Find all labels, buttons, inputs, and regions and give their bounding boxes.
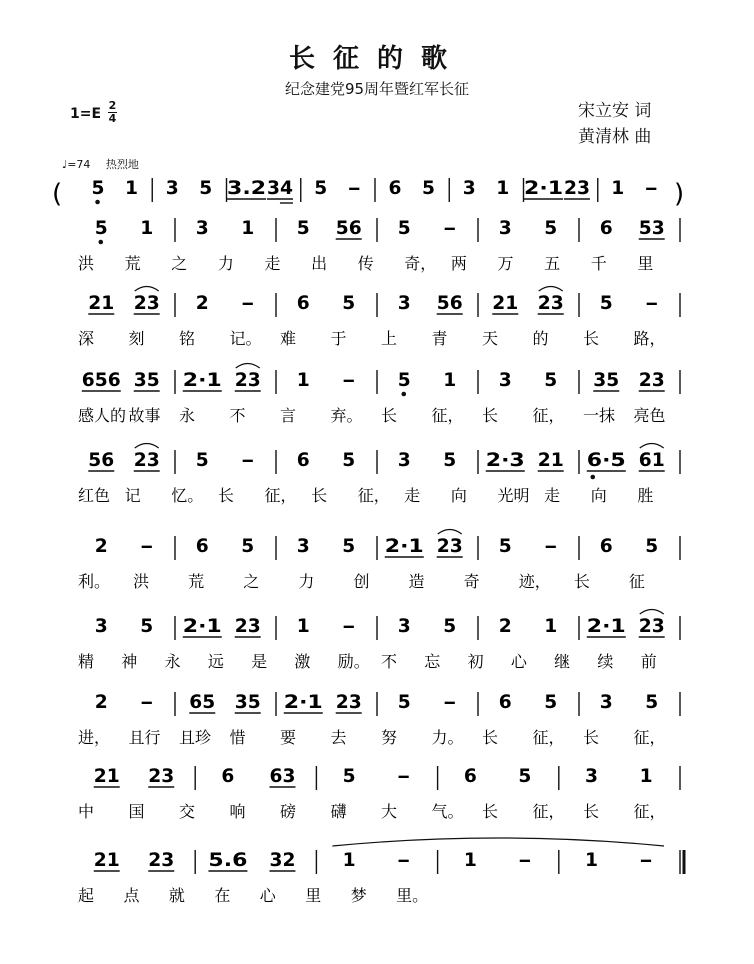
lyric-syllable: 磅 (280, 802, 297, 821)
note-group: – (342, 369, 356, 391)
lyric-syllable: 青 (431, 329, 448, 348)
note-group: – (397, 765, 411, 787)
note-group: – (518, 849, 532, 871)
lyric-syllable: 是 (251, 652, 268, 671)
note-group: 56 (88, 449, 115, 471)
note-group: – (644, 177, 658, 199)
lyric-syllable: 征， (357, 486, 390, 505)
lyric-syllable: 感人的 (78, 406, 127, 425)
lyric-syllable: 力 (298, 572, 315, 591)
lyric-syllable: 荒 (188, 572, 205, 591)
note-group: 5 (397, 217, 411, 239)
lyricist-credit: 宋立安 词 (578, 101, 652, 121)
lyric-syllable: 两 (450, 254, 467, 273)
lyric-syllable: 努 (381, 728, 398, 747)
lyric-syllable: 故事 (128, 406, 161, 425)
note-group: 2 (94, 535, 108, 557)
note-group: 32 (269, 849, 296, 871)
note-group: 65 (189, 691, 216, 713)
lyric-syllable: 走 (544, 486, 561, 505)
note-group: 5 (645, 691, 659, 713)
note-group: 23 (436, 535, 463, 557)
note-group: 3 (599, 691, 613, 713)
note-group: 5 (397, 369, 411, 391)
note-group: 5 (443, 449, 457, 471)
note-group: 3 (296, 535, 310, 557)
note-group: 5 (544, 691, 558, 713)
low-octave-dot (590, 475, 595, 480)
note-group: 5 (518, 765, 532, 787)
note-group: 6 (388, 177, 402, 199)
note-group: 61 (638, 449, 665, 471)
note-group: 1 (443, 369, 457, 391)
note-group: 5 (544, 217, 558, 239)
note-group: – (241, 449, 255, 471)
low-octave-dot (98, 240, 103, 245)
note-group: 5 (544, 369, 558, 391)
note-group: – (544, 535, 558, 557)
note-group: 23 (638, 615, 665, 637)
note-group: 2·1 (384, 535, 424, 557)
note-group: 6 (599, 535, 613, 557)
note-group: 3 (498, 217, 512, 239)
lyric-syllable: 向 (450, 486, 467, 505)
lyric-syllable: 激 (294, 652, 311, 671)
note-group: 5 (342, 765, 356, 787)
lyric-syllable: 出 (311, 254, 328, 273)
lyric-syllable: 前 (640, 652, 657, 671)
lyric-syllable: 征， (532, 406, 565, 425)
note-group: 23 (133, 292, 160, 314)
lyric-syllable: 初 (467, 652, 484, 671)
lyric-syllable: 红色 (78, 486, 111, 505)
lyric-syllable: 奇， (404, 254, 437, 273)
lyric-syllable: 迹， (518, 572, 551, 591)
lyric-syllable: 利。 (78, 572, 111, 591)
note-group: 2 (94, 691, 108, 713)
lyric-syllable: 起 (78, 886, 95, 905)
lyric-syllable: 铭 (179, 329, 196, 348)
note-group: 53 (638, 217, 665, 239)
note-group: – (645, 292, 659, 314)
lyric-syllable: 长 (583, 329, 600, 348)
note-group: 1 (124, 177, 138, 199)
lyric-syllable: 气。 (431, 802, 464, 821)
lyric-syllable: 永 (179, 406, 196, 425)
lyric-syllable: 忆。 (171, 486, 204, 505)
lyric-syllable: 征， (532, 728, 565, 747)
lyric-syllable: 征， (633, 728, 666, 747)
note-group: – (443, 691, 457, 713)
note-group: 5 (599, 292, 613, 314)
note-group: 35 (593, 369, 620, 391)
slur-arc (438, 530, 462, 535)
lyric-syllable: 征 (628, 572, 645, 591)
note-group: 2·1 (586, 615, 626, 637)
lyric-syllable: 洪 (133, 572, 150, 591)
song-title: 长征的歌 (288, 44, 465, 74)
note-group: – (241, 292, 255, 314)
lyric-syllable: 千 (590, 254, 607, 273)
note-group: 6 (221, 765, 235, 787)
lyric-syllable: 永 (164, 652, 181, 671)
time-signature-top: 2 (108, 99, 117, 112)
note-group: 5 (342, 535, 356, 557)
lyric-syllable: 传 (357, 254, 374, 273)
note-group: 1 (296, 369, 310, 391)
note-group: 6 (599, 217, 613, 239)
lyric-syllable: 的 (532, 329, 549, 348)
note-group: 3 (498, 369, 512, 391)
tempo-value: ♩=74 (62, 158, 91, 171)
note-group: 23 (537, 292, 564, 314)
note-group: 1 (544, 615, 558, 637)
lyric-syllable: 忘 (424, 652, 441, 671)
lyric-syllable: 长 (217, 486, 234, 505)
lyric-syllable: 交 (179, 802, 196, 821)
lyric-syllable: 路， (633, 329, 666, 348)
lyric-syllable: 中 (78, 802, 95, 821)
slur-arc (640, 444, 664, 449)
note-group: – (639, 849, 653, 871)
lyric-syllable: 创 (353, 572, 370, 591)
note-group: 2·1 (524, 177, 564, 199)
note-group: 5 (421, 177, 435, 199)
lyric-syllable: 长 (311, 486, 328, 505)
lyric-syllable: 长 (482, 728, 499, 747)
note-group: – (347, 177, 361, 199)
lyric-syllable: 响 (229, 802, 246, 821)
note-group: 3 (397, 449, 411, 471)
lyric-syllable: 深 (78, 329, 95, 348)
lyric-syllable: 亮色 (633, 406, 666, 425)
lyric-syllable: 里 (637, 254, 654, 273)
lyric-syllable: 一抹 (583, 406, 616, 425)
note-group: 1 (342, 849, 356, 871)
lyric-syllable: 且行 (128, 728, 161, 747)
note-group: 23 (638, 369, 665, 391)
composer-credit: 黄清林 曲 (578, 127, 652, 147)
note-group: 1 (463, 849, 477, 871)
note-group: 3 (165, 177, 179, 199)
note-group: 21 (88, 292, 115, 314)
note-group: 656 (81, 369, 121, 391)
expression-marking: 热烈地 (105, 158, 139, 171)
note-group: 3 (195, 217, 209, 239)
lyric-syllable: 续 (597, 652, 614, 671)
lyric-syllable: 五 (544, 254, 561, 273)
note-group: 23 (335, 691, 362, 713)
lyric-syllable: 力 (217, 254, 234, 273)
note-group: 5 (498, 535, 512, 557)
lyric-syllable: 言 (280, 406, 297, 425)
note-group: – (342, 615, 356, 637)
note-group: 3.2 (227, 177, 267, 199)
lyric-syllable: 记。 (229, 329, 262, 348)
lyric-syllable: 向 (590, 486, 607, 505)
lyric-syllable: 上 (381, 329, 398, 348)
note-group: 35 (234, 691, 261, 713)
lyric-syllable: 征， (532, 802, 565, 821)
note-group: – (140, 691, 154, 713)
lyric-syllable: 惜 (229, 728, 246, 747)
note-group: 1 (639, 765, 653, 787)
note-group: – (443, 217, 457, 239)
note-group: 5 (397, 691, 411, 713)
note-group: 6 (195, 535, 209, 557)
note-group: 23 (563, 177, 590, 199)
note-group: 5 (296, 217, 310, 239)
note-group: 21 (93, 849, 120, 871)
note-group: 1 (140, 217, 154, 239)
note-group: 21 (93, 765, 120, 787)
note-group: 6 (296, 292, 310, 314)
note-group: 2 (195, 292, 209, 314)
lyric-syllable: 梦 (350, 886, 367, 905)
lyric-syllable: 心 (259, 886, 276, 905)
note-group: 5 (241, 535, 255, 557)
lyric-syllable: 不 (381, 652, 398, 671)
note-group: 23 (133, 449, 160, 471)
lyric-syllable: 去 (330, 728, 347, 747)
note-group: 21 (492, 292, 519, 314)
lyric-syllable: 就 (168, 886, 185, 905)
lyric-syllable: 心 (510, 652, 527, 671)
lyric-syllable: 奇 (463, 572, 480, 591)
note-group: 1 (611, 177, 625, 199)
note-group: 3 (94, 615, 108, 637)
note-group: 6 (498, 691, 512, 713)
lyric-syllable: 荒 (124, 254, 141, 273)
repeat-paren-close: ) (674, 179, 685, 209)
lyric-syllable: 天 (482, 329, 499, 348)
repeat-paren-open: ( (52, 179, 63, 209)
note-group: 1 (496, 177, 510, 199)
lyric-syllable: 长 (573, 572, 590, 591)
note-group: 2·3 (485, 449, 525, 471)
lyric-syllable: 在 (214, 886, 231, 905)
note-group: 1 (585, 849, 599, 871)
lyric-syllable: 之 (243, 572, 260, 591)
note-group: 35 (133, 369, 160, 391)
lyric-syllable: 走 (404, 486, 421, 505)
note-group: 6 (463, 765, 477, 787)
lyric-syllable: 不 (229, 406, 246, 425)
note-group: 5 (443, 615, 457, 637)
lyric-syllable: 胜 (637, 486, 654, 505)
note-group: 5.6 (208, 849, 248, 871)
slur-arc (135, 444, 159, 449)
note-group: 23 (148, 849, 175, 871)
note-group: 23 (234, 615, 261, 637)
note-group: 2·1 (182, 615, 222, 637)
slur-arc (640, 610, 664, 615)
lyric-syllable: 精 (78, 652, 95, 671)
time-signature-bottom: 4 (108, 112, 117, 125)
lyric-syllable: 礴 (330, 802, 347, 821)
note-group: – (140, 535, 154, 557)
note-group: 5 (94, 217, 108, 239)
note-group: 3 (397, 292, 411, 314)
note-group: 34 (266, 177, 293, 199)
lyric-syllable: 要 (280, 728, 297, 747)
note-group: 5 (140, 615, 154, 637)
lyric-syllable: 光明 (497, 486, 530, 505)
slur-arc (539, 287, 563, 292)
lyric-syllable: 刻 (128, 329, 145, 348)
low-octave-dot (95, 200, 100, 205)
note-group: 2·1 (283, 691, 323, 713)
note-group: 5 (645, 535, 659, 557)
lyric-syllable: 力。 (431, 728, 464, 747)
note-group: 21 (537, 449, 564, 471)
lyric-syllable: 且珍 (179, 728, 212, 747)
lyric-syllable: 难 (280, 329, 297, 348)
note-group: 3 (462, 177, 476, 199)
long-tie-arc (332, 838, 664, 846)
lyric-syllable: 造 (408, 572, 425, 591)
lyric-syllable: 长 (482, 406, 499, 425)
note-group: 5 (342, 292, 356, 314)
lyric-syllable: 征， (264, 486, 297, 505)
note-group: 2 (498, 615, 512, 637)
lyric-syllable: 记 (124, 486, 141, 505)
note-group: 56 (436, 292, 463, 314)
lyric-syllable: 弃。 (330, 406, 363, 425)
lyric-syllable: 励。 (337, 652, 370, 671)
note-group: 5 (199, 177, 213, 199)
lyric-syllable: 长 (482, 802, 499, 821)
note-group: 6·5 (586, 449, 626, 471)
slur-arc (236, 364, 260, 369)
lyric-syllable: 征， (431, 406, 464, 425)
note-group: 1 (241, 217, 255, 239)
lyric-syllable: 洪 (78, 254, 95, 273)
song-subtitle: 纪念建党95周年暨红军长征 (284, 80, 470, 98)
lyric-syllable: 长 (583, 728, 600, 747)
low-octave-dot (401, 392, 406, 397)
note-group: 6 (296, 449, 310, 471)
note-group: 2·1 (182, 369, 222, 391)
lyric-syllable: 长 (583, 802, 600, 821)
lyric-syllable: 里。 (396, 886, 429, 905)
lyric-syllable: 进， (78, 728, 111, 747)
note-group: 23 (148, 765, 175, 787)
slur-arc (135, 287, 159, 292)
note-group: 5 (342, 449, 356, 471)
key-signature: 1=E (70, 106, 102, 122)
note-group: 3 (397, 615, 411, 637)
lyric-syllable: 于 (330, 329, 347, 348)
lyric-syllable: 神 (121, 652, 138, 671)
lyric-syllable: 国 (128, 802, 145, 821)
note-group: 56 (335, 217, 362, 239)
lyric-syllable: 继 (554, 652, 571, 671)
lyric-syllable: 大 (381, 802, 398, 821)
note-group: 1 (296, 615, 310, 637)
note-group: 3 (585, 765, 599, 787)
note-group: 23 (234, 369, 261, 391)
note-group: 5 (195, 449, 209, 471)
lyric-syllable: 长 (381, 406, 398, 425)
note-group: 5 (314, 177, 328, 199)
lyric-syllable: 远 (207, 652, 224, 671)
note-group: 63 (269, 765, 296, 787)
lyric-syllable: 征， (633, 802, 666, 821)
lyric-syllable: 点 (123, 886, 140, 905)
note-group: 5 (91, 177, 105, 199)
lyric-syllable: 里 (305, 886, 322, 905)
lyric-syllable: 之 (171, 254, 188, 273)
note-group: – (397, 849, 411, 871)
lyric-syllable: 万 (497, 254, 514, 273)
lyric-syllable: 走 (264, 254, 281, 273)
